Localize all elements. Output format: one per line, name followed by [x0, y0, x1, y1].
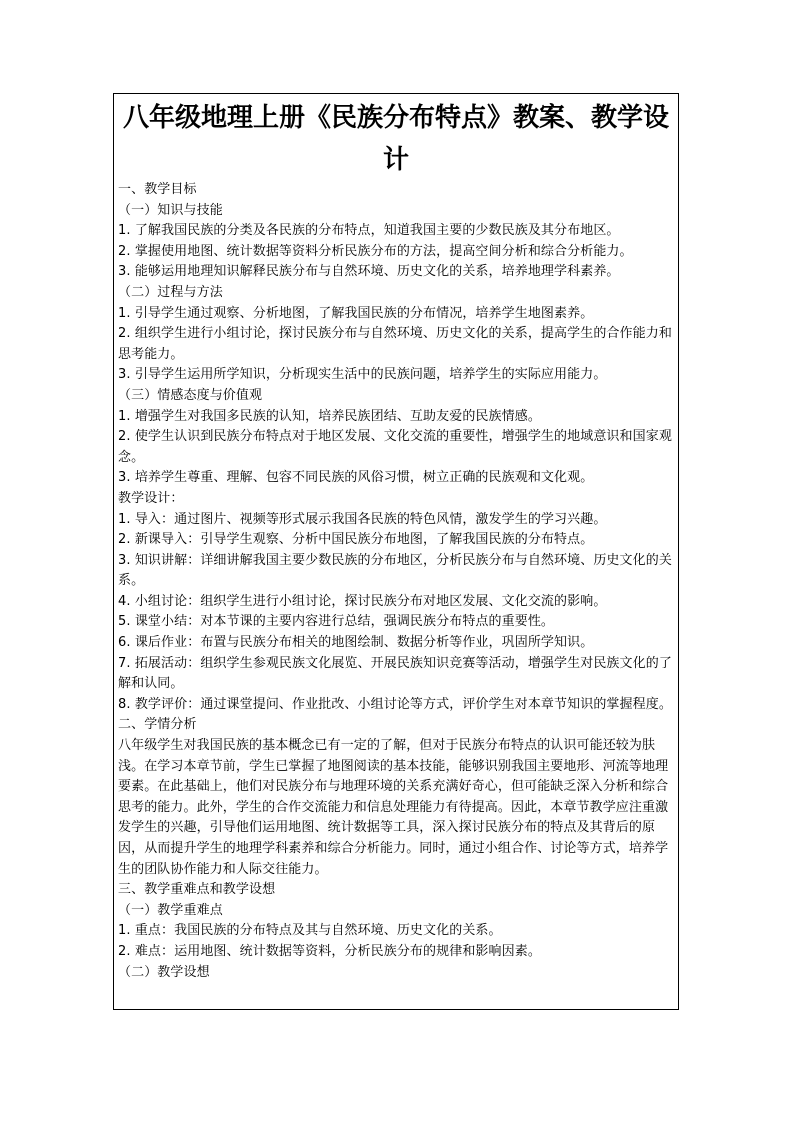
- text-line: 1. 引导学生通过观察、分析地图，了解我国民族的分布情况，培养学生地图素养。: [118, 305, 594, 321]
- document-body: [118, 180, 678, 983]
- text-line: 3. 知识讲解：详细讲解我国主要少数民族的分布地区，分析民族分布与自然环境、历史文化的关系。: [118, 552, 672, 589]
- text-line: 三、教学重难点和教学设想: [118, 882, 276, 898]
- text-line: 7. 拓展活动：组织学生参观民族文化展览、开展民族知识竞赛等活动，增强学生对民族文化的了解和认同。: [118, 655, 672, 692]
- text-line: 2. 掌握使用地图、统计数据等资料分析民族分布的方法，提高空间分析和综合分析能力。: [118, 243, 633, 259]
- text-line: 3. 培养学生尊重、理解、包容不同民族的风俗习惯，树立正确的民族观和文化观。: [118, 470, 594, 486]
- text-line: 3. 能够运用地理知识解释民族分布与自然环境、历史文化的关系，培养地理学科素养。: [118, 264, 620, 280]
- text-line: 八年级学生对我国民族的基本概念已有一定的了解，但对于民族分布特点的认识可能还较为肤浅。在学习本章节前，学生已掌握了地图阅读的基本技能，能够识别我国主要地形、河流等地理要素。在此基础上，他们对民族分布与地理环境的关系充满好奇心，但可能缺乏深入分析和综合思考的能力。此外，学生的合作交流能力和信息处理能力有待提高。因此，本章节教学应注重激发学生的兴趣，引导他们运用地图、统计数据等工具，深入探讨民族分布的特点及其背后的原因，从而提升学生的地理学科素养和综合分析能力。同时，通过小组合作、讨论等方式，培养学生的团队协作能力和人际交往能力。: [118, 738, 669, 877]
- text-line: 6. 课后作业：布置与民族分布相关的地图绘制、数据分析等作业，巩固所学知识。: [118, 635, 594, 651]
- text-line: 1. 重点：我国民族的分布特点及其与自然环境、历史文化的关系。: [118, 923, 502, 939]
- text-line: 1. 了解我国民族的分类及各民族的分布特点，知道我国主要的少数民族及其分布地区。: [118, 223, 620, 239]
- text-line: 2. 新课导入：引导学生观察、分析中国民族分布地图，了解我国民族的分布特点。: [118, 532, 594, 548]
- text-line: 1. 导入：通过图片、视频等形式展示我国各民族的特色风情，激发学生的学习兴趣。: [118, 511, 607, 527]
- text-line: （二）过程与方法: [118, 284, 223, 300]
- text-line: 2. 难点：运用地图、统计数据等资料，分析民族分布的规律和影响因素。: [118, 943, 541, 959]
- text-line: （二）教学设想: [118, 964, 210, 980]
- text-line: 二、学情分析: [118, 717, 197, 733]
- text-line: 教学设计：: [118, 490, 184, 506]
- text-line: 1. 增强学生对我国多民族的认知，培养民族团结、互助友爱的民族情感。: [118, 408, 541, 424]
- text-line: 2. 组织学生进行小组讨论，探讨民族分布与自然环境、历史文化的关系，提高学生的合作能力和思考能力。: [118, 326, 672, 362]
- text-line: （一）教学重难点: [118, 902, 223, 918]
- text-line: （一）知识与技能: [118, 202, 223, 218]
- text-line: 一、教学目标: [118, 182, 197, 197]
- text-line: 5. 课堂小结：对本节课的主要内容进行总结，强调民族分布特点的重要性。: [118, 614, 555, 630]
- text-line: 8. 教学评价：通过课堂提问、作业批改、小组讨论等方式，评价学生对本章节知识的掌握程度。: [118, 696, 672, 712]
- document-title: 八年级地理上册《民族分布特点》教案、教学设计: [122, 103, 669, 175]
- text-line: （三）情感态度与价值观: [118, 387, 263, 403]
- text-line: 3. 引导学生运用所学知识，分析现实生活中的民族问题，培养学生的实际应用能力。: [118, 367, 607, 383]
- text-line: 4. 小组讨论：组织学生进行小组讨论，探讨民族分布对地区发展、文化交流的影响。: [118, 593, 607, 609]
- text-line: 2. 使学生认识到民族分布特点对于地区发展、文化交流的重要性，增强学生的地域意识和国家观念。: [118, 429, 672, 465]
